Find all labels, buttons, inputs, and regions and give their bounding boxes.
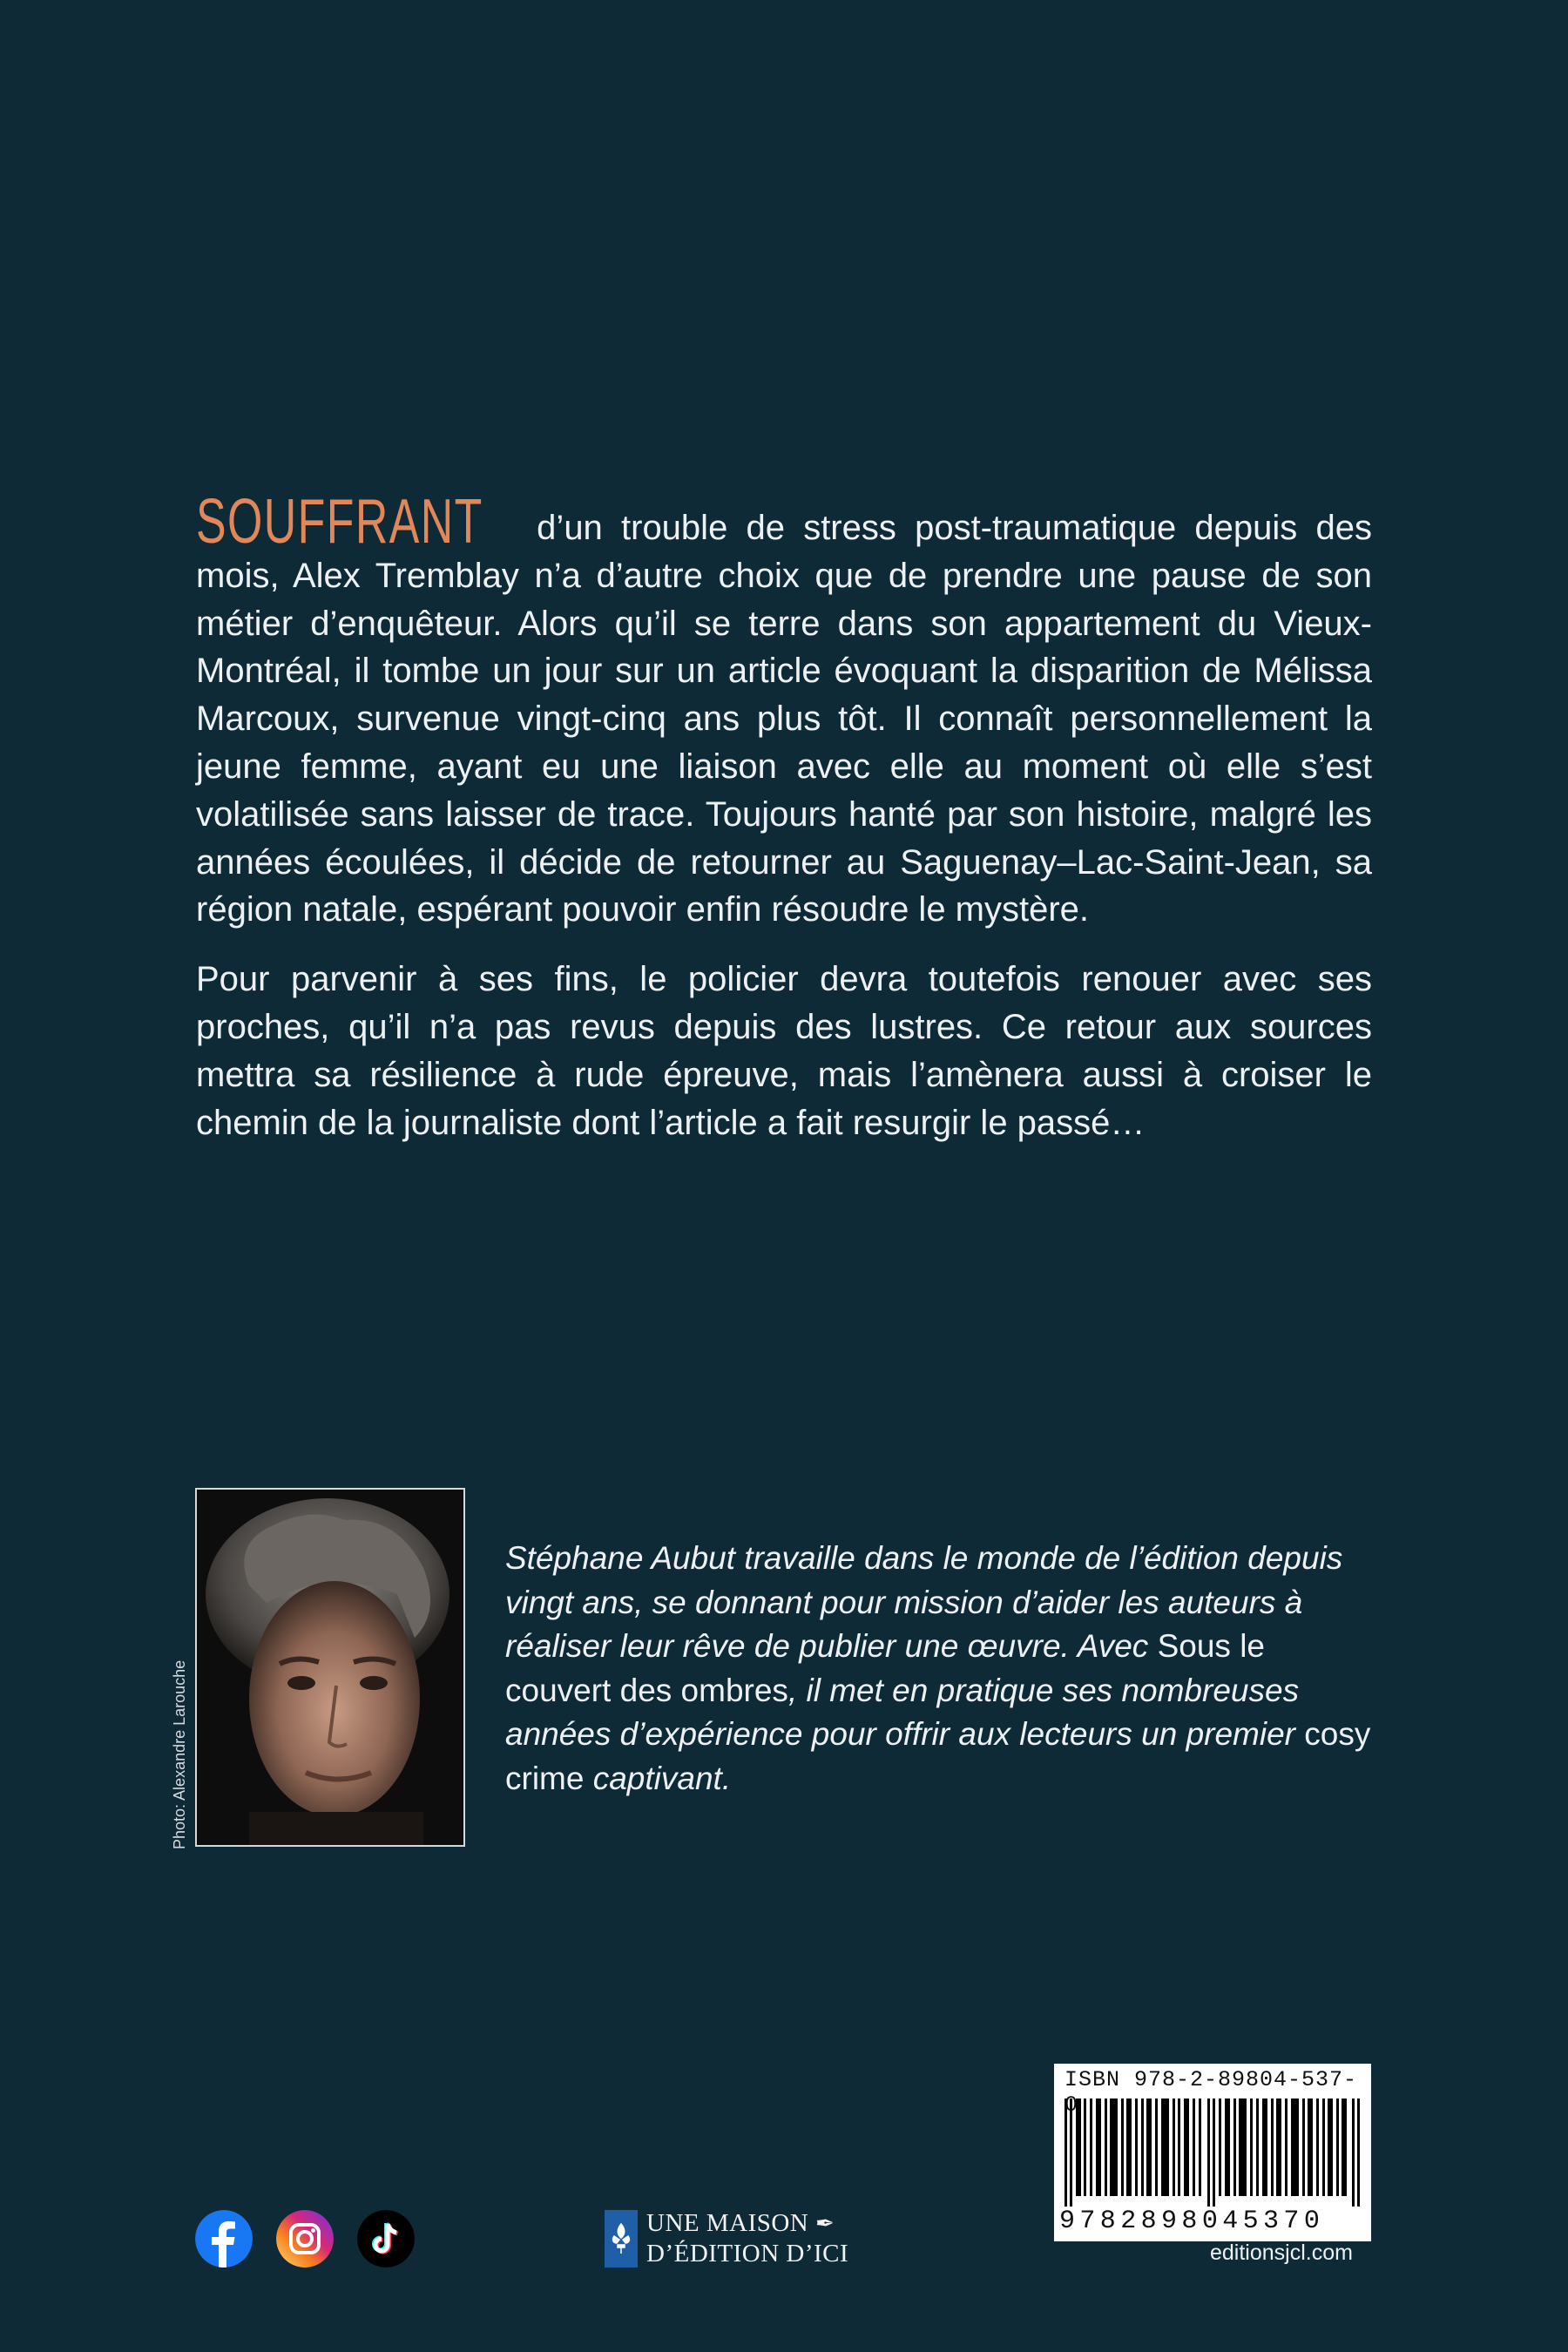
isbn-digits: 9782898045370 xyxy=(1059,2207,1325,2236)
isbn-label: ISBN 978-2-89804-537- xyxy=(1064,2067,1358,2092)
barcode-bars xyxy=(1061,2099,1364,2207)
blurb-text xyxy=(196,487,1372,1146)
bio-part-2: , il met en pratique ses nombreuses années d’expérience pour offrir aux lecteurs un premier xyxy=(505,1672,1305,1752)
tiktok-icon xyxy=(357,2210,415,2268)
publisher-line-2: D’ÉDITION D’ICI xyxy=(646,2240,849,2268)
blurb-paragraph-1-text: d’un trouble de stress post-traumatique depuis des mois, Alex Tremblay n’a d’autre choix que de prendre une pause de son métier d’enquêteur. Alors qu’il se terre dans son appartement du Vieux-Montréal, il tombe un jour sur un article évoquant la disparition de Mélissa Marcoux, survenue vingt-cinq ans plus tôt. Il connaît personnellement la jeune femme, ayant eu une liaison avec elle au moment où elle s’est volatilisée sans laisser de trace. Toujours hanté par son histoire, malgré les années écoulées, il décide de retourner au Saguenay–Lac-Saint-Jean, sa région natale, espérant pouvoir enfin résoudre le mystère. xyxy=(196,509,1372,929)
author-bio xyxy=(505,1537,1376,1801)
publisher-logo xyxy=(605,2208,848,2268)
bio-book-title: Sous le couvert des ombres xyxy=(505,1628,1266,1708)
quebec-flag-icon xyxy=(605,2210,638,2268)
publisher-website[interactable]: editionsjcl.com xyxy=(1210,2240,1353,2265)
dropcap-word: SOUFFRANT xyxy=(196,487,483,557)
blurb-paragraph-2: Pour parvenir à ses fins, le policier devra toutefois renouer avec ses proches, qu’il n’a pas revus depuis des lustres. Ce retour aux sources mettra sa résilience à rude épreuve, mais l’amènera aussi à croiser le chemin de la journaliste dont l’article a fait resurgir le passé… xyxy=(196,960,1372,1142)
blurb-paragraph-1 xyxy=(196,487,1372,934)
author-photo xyxy=(195,1488,465,1847)
author-portrait-image xyxy=(197,1490,463,1845)
publisher-line-1: UNE MAISON ✒ xyxy=(646,2209,835,2237)
isbn-barcode xyxy=(1054,2064,1371,2241)
publisher-text xyxy=(646,2208,848,2268)
facebook-icon xyxy=(195,2210,253,2268)
instagram-icon xyxy=(276,2210,334,2268)
photo-credit: Photo: Alexandre Larouche xyxy=(171,1659,188,1849)
bio-part-3: captivant. xyxy=(584,1760,732,1796)
quill-icon: ✒ xyxy=(815,2211,835,2236)
bio-part-1: Stéphane Aubut travaille dans le monde de l’édition depuis vingt ans, se donnant pour mission d’aider les auteurs à réaliser leur rêve de publier une œuvre. Avec xyxy=(505,1540,1343,1664)
bio-genre: cosy crime xyxy=(505,1716,1371,1796)
